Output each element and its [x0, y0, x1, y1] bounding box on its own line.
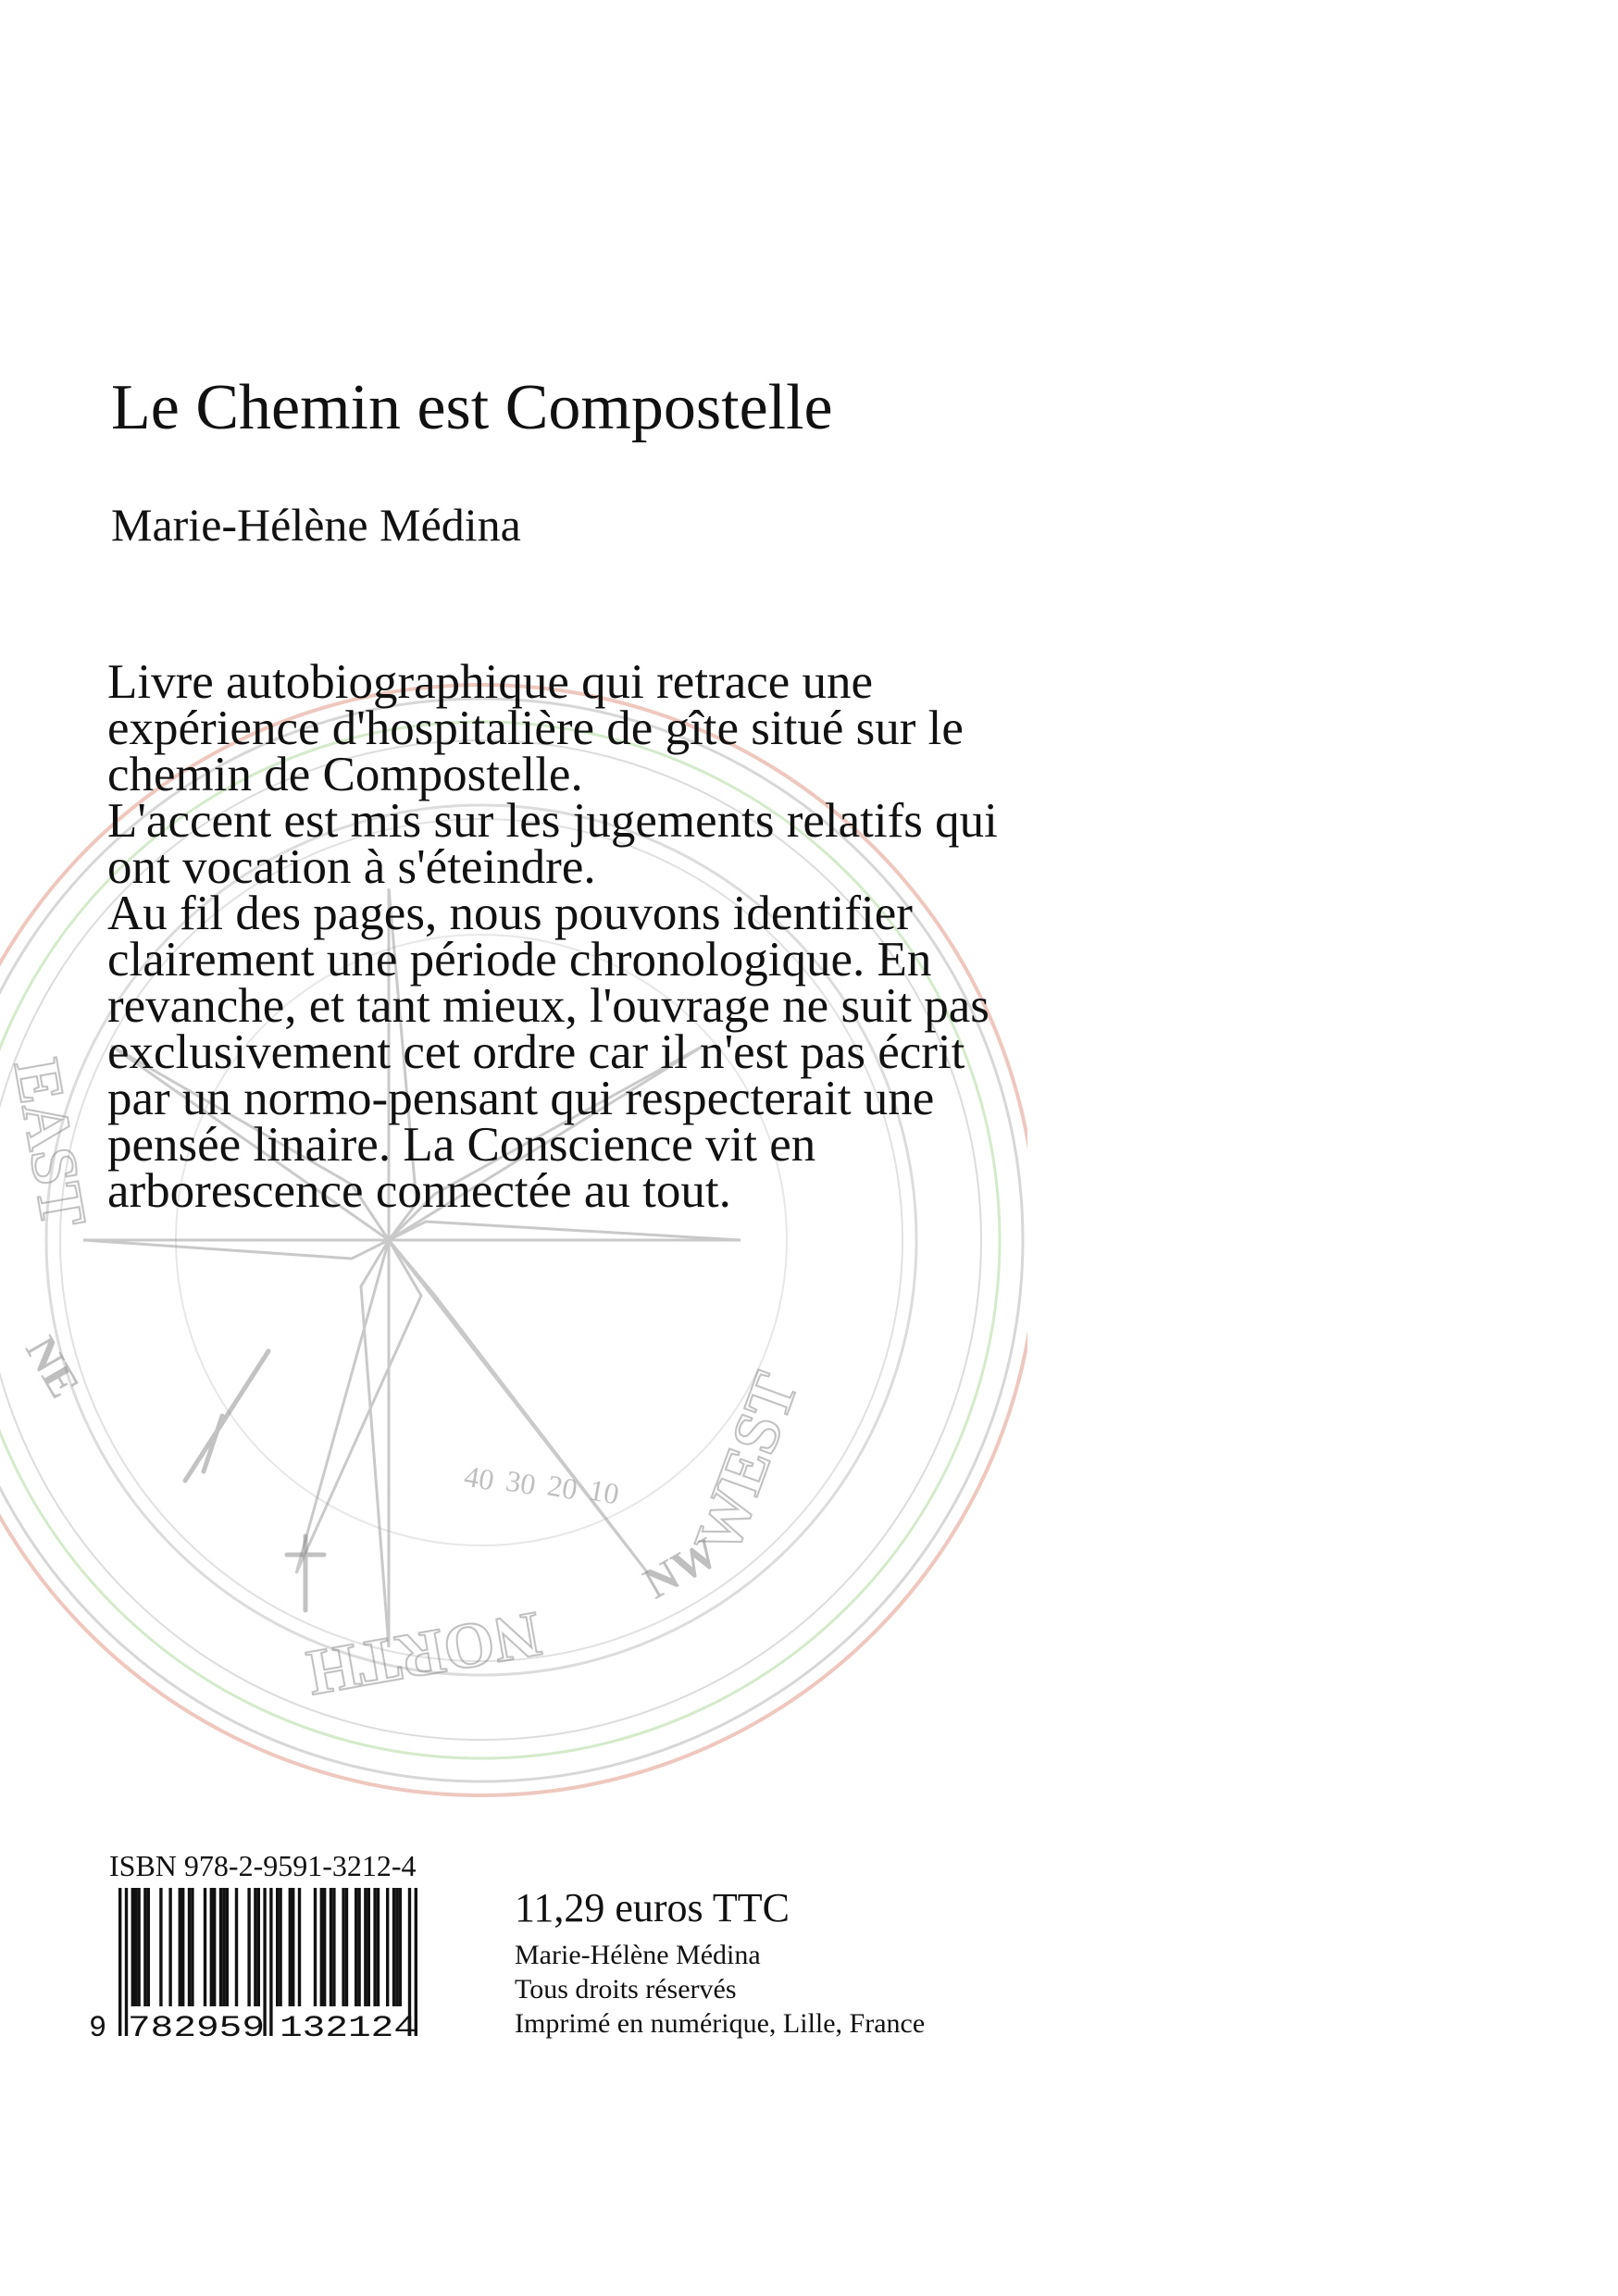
compass-label-east: EAST	[0, 1053, 100, 1234]
imprint-author: Marie-Hélène Médina	[515, 1940, 761, 1970]
barcode-first-digit: 9	[89, 2011, 107, 2041]
barcode-bar	[235, 1888, 238, 2006]
blurb-line: ont vocation à s'éteindre.	[107, 840, 596, 894]
blurb-line: clairement une période chronologique. En	[107, 933, 932, 987]
barcode-bar	[213, 1888, 216, 2006]
barcode-bar	[342, 1888, 344, 2006]
barcode-bar	[364, 1888, 367, 2006]
barcode-bar	[345, 1888, 348, 2006]
barcode-bar	[377, 1888, 380, 2006]
compass-degree-30: 30	[503, 1463, 539, 1502]
barcode-bar	[355, 1888, 357, 2006]
blurb-line: arborescence connectée au tout.	[107, 1164, 731, 1218]
isbn-barcode	[89, 1888, 452, 2041]
barcode-bar	[257, 1888, 260, 2006]
barcode-bar	[298, 1888, 301, 2006]
imprint-printer: Imprimé en numérique, Lille, France	[515, 2008, 926, 2039]
compass-label-nw: NW	[635, 1527, 727, 1609]
barcode-bar	[320, 1888, 323, 2006]
barcode-bar	[181, 1888, 184, 2006]
barcode-bar	[131, 1888, 134, 2006]
barcode-bar	[392, 1888, 395, 2006]
barcode-bar	[210, 1888, 213, 2006]
barcode-bar	[159, 1888, 162, 2006]
blurb-line: L'accent est mis sur les jugements relatifs qui	[107, 794, 998, 848]
back-cover-blurb	[107, 655, 1311, 1218]
barcode-bar	[247, 1888, 250, 2006]
barcode-bar	[314, 1888, 317, 2006]
compass-degree-20: 20	[544, 1468, 580, 1507]
barcode-bar	[269, 1888, 272, 2036]
blurb-line: exclusivement cet ordre car il n'est pas écrit	[107, 1025, 965, 1079]
barcode-bar	[289, 1888, 292, 2006]
blurb-line: pensée linaire. La Conscience vit en	[107, 1118, 816, 1172]
barcode-bar	[276, 1888, 279, 2006]
author-name: Marie-Hélène Médina	[111, 499, 521, 551]
book-title: Le Chemin est Compostelle	[111, 372, 833, 443]
compass-degree-10: 10	[586, 1472, 622, 1511]
barcode-bar	[219, 1888, 222, 2006]
barcode-bar	[395, 1888, 398, 2006]
barcode-bar	[118, 1888, 121, 2036]
isbn-label: ISBN 978-2-9591-3212-4	[109, 1849, 417, 1882]
barcode-bar	[367, 1888, 370, 2006]
blurb-line: Au fil des pages, nous pouvons identifier	[107, 887, 913, 940]
barcode-bar	[134, 1888, 137, 2006]
compass-label-west: WEST	[680, 1363, 813, 1565]
barcode-left-digits: 782959	[128, 2011, 265, 2041]
imprint-rights: Tous droits réservés	[515, 1974, 737, 2004]
barcode-bar	[357, 1888, 360, 2006]
blurb-line: par un normo-pensant qui respecterait une	[107, 1072, 935, 1125]
barcode-bar	[168, 1888, 171, 2006]
barcode-bar	[254, 1888, 256, 2006]
barcode-bar	[179, 1888, 181, 2006]
barcode-right-digits: 132124	[280, 2011, 417, 2041]
barcode-bar	[330, 1888, 332, 2006]
barcode-bar	[191, 1888, 193, 2006]
barcode-bar	[204, 1888, 206, 2006]
barcode-bar	[222, 1888, 225, 2006]
barcode-bar	[399, 1888, 402, 2006]
barcode-bar	[279, 1888, 281, 2006]
barcode-bar	[147, 1888, 150, 2006]
barcode-bar	[323, 1888, 326, 2006]
imprint-info	[515, 1938, 925, 2041]
compass-degree-40: 40	[461, 1458, 497, 1497]
barcode-bar	[137, 1888, 140, 2006]
blurb-line: Livre autobiographique qui retrace une	[107, 655, 874, 709]
price: 11,29 euros TTC	[515, 1885, 790, 1930]
blurb-line: chemin de Compostelle.	[107, 748, 583, 801]
blurb-line: expérience d'hospitalière de gîte situé sur le	[107, 701, 964, 755]
compass-label-ne: NE	[15, 1328, 90, 1407]
barcode-bar	[292, 1888, 294, 2006]
barcode-bar	[226, 1888, 229, 2006]
compass-label-north: NORTH	[302, 1597, 546, 1709]
barcode-bar	[188, 1888, 191, 2006]
barcode-bar	[373, 1888, 376, 2006]
barcode-bar	[332, 1888, 335, 2006]
blurb-line: revanche, et tant mieux, l'ouvrage ne suit pas	[107, 979, 989, 1033]
barcode-bar	[143, 1888, 146, 2006]
barcode-bar	[386, 1888, 389, 2006]
